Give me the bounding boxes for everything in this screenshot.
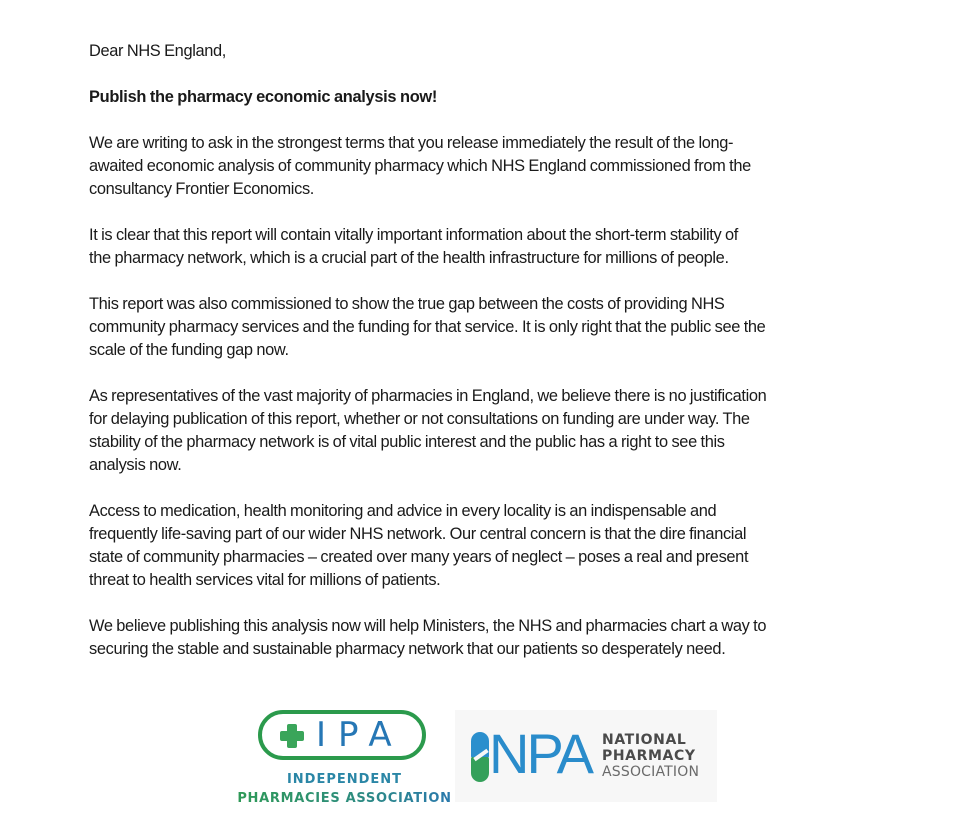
- paragraph-5: [89, 500, 889, 592]
- paragraph-line: We are writing to ask in the strongest terms that you release immediately the result of the long-: [89, 134, 734, 152]
- paragraph-line: scale of the funding gap now.: [89, 341, 289, 359]
- ipa-logo: [232, 706, 457, 806]
- npa-acronym: NPA: [489, 722, 591, 785]
- npa-name-line1: NATIONAL: [602, 732, 687, 748]
- ipa-name-line2: PHARMACIES ASSOCIATION: [232, 791, 457, 806]
- paragraph-line: frequently life-saving part of our wider NHS network. Our central concern is that the dire financial: [89, 525, 747, 543]
- paragraph-line: awaited economic analysis of community pharmacy which NHS England commissioned from the: [89, 157, 751, 175]
- paragraph-6: [89, 615, 889, 661]
- salutation: Dear NHS England,: [89, 42, 226, 60]
- capsule-icon: [471, 732, 489, 782]
- signatory-logos: [0, 700, 980, 820]
- letter-body: [89, 40, 889, 661]
- paragraph-3: [89, 293, 889, 362]
- ipa-pill-outline: [258, 710, 426, 760]
- npa-logo: [455, 710, 717, 802]
- paragraph-line: state of community pharmacies – created over many years of neglect – poses a real and present: [89, 548, 749, 566]
- paragraph-2: [89, 224, 889, 270]
- paragraph-1: [89, 132, 889, 201]
- npa-full-name: [602, 732, 699, 780]
- paragraph-line: threat to health services vital for millions of patients.: [89, 571, 441, 589]
- paragraph-line: securing the stable and sustainable pharmacy network that our patients so desperately need.: [89, 640, 726, 658]
- paragraph-line: the pharmacy network, which is a crucial part of the health infrastructure for millions of people.: [89, 249, 729, 267]
- paragraph-line: stability of the pharmacy network is of vital public interest and the public has a right to see this: [89, 433, 725, 451]
- npa-name-line2: PHARMACY: [602, 748, 696, 764]
- paragraph-4: [89, 385, 889, 477]
- paragraph-line: It is clear that this report will contain vitally important information about the short-term stability of: [89, 226, 738, 244]
- paragraph-line: consultancy Frontier Economics.: [89, 180, 314, 198]
- paragraph-line: analysis now.: [89, 456, 182, 474]
- paragraph-line: This report was also commissioned to show the true gap between the costs of providing NHS: [89, 295, 725, 313]
- paragraph-line: for delaying publication of this report, whether or not consultations on funding are under way. The: [89, 410, 750, 428]
- npa-name-line3: ASSOCIATION: [602, 764, 700, 780]
- letter-headline: Publish the pharmacy economic analysis now!: [89, 88, 438, 106]
- green-cross-icon: [280, 724, 304, 748]
- ipa-acronym: IPA: [316, 715, 404, 755]
- paragraph-line: As representatives of the vast majority of pharmacies in England, we believe there is no justification: [89, 387, 767, 405]
- ipa-name-line1: INDEPENDENT: [286, 772, 403, 787]
- paragraph-line: We believe publishing this analysis now will help Ministers, the NHS and pharmacies chart a way to: [89, 617, 767, 635]
- paragraph-line: community pharmacy services and the funding for that service. It is only right that the public see the: [89, 318, 766, 336]
- paragraph-line: Access to medication, health monitoring and advice in every locality is an indispensable and: [89, 502, 717, 520]
